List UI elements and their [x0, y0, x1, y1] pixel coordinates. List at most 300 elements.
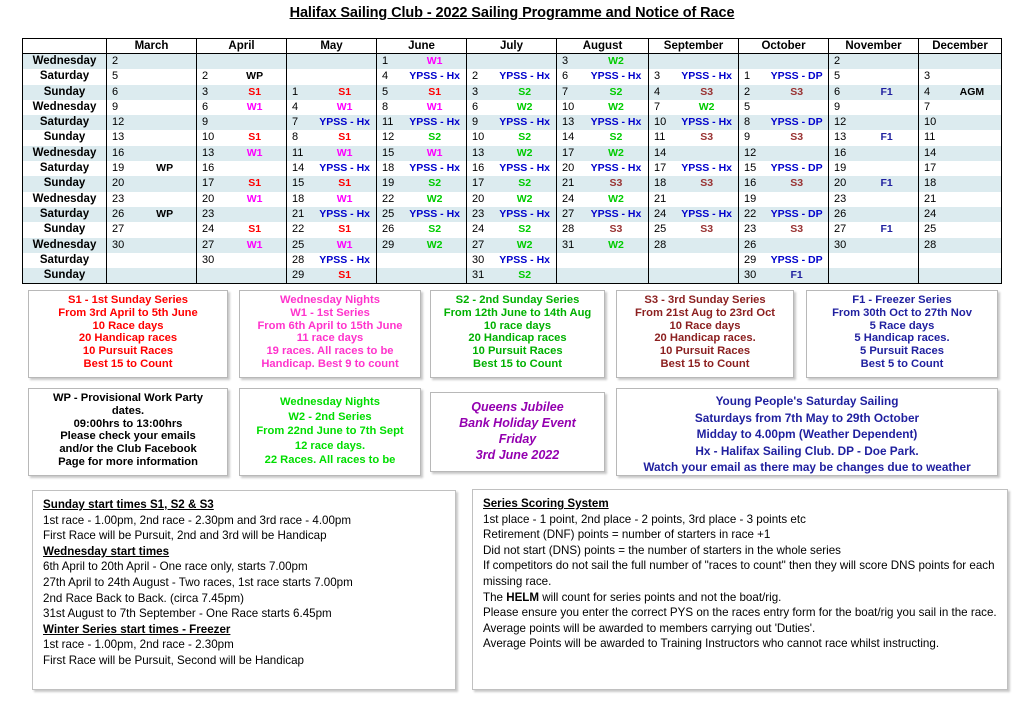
series-box-line: F1 - Freezer Series	[852, 294, 952, 306]
day-label-sunday: Sunday	[23, 130, 107, 145]
event-code: S3	[790, 177, 804, 190]
info-box-line: 12 race days.	[294, 439, 366, 452]
calendar-cell-may-2	[287, 69, 377, 84]
event-code: S1	[338, 269, 352, 282]
calendar-cell-december-15	[919, 268, 1002, 284]
calendar-cell-may-3	[287, 85, 377, 100]
event-code: W1	[246, 238, 263, 251]
date-number: 24	[562, 192, 575, 205]
event-code: S1	[248, 131, 262, 144]
date-number: 18	[292, 192, 305, 205]
date-number: 27	[834, 223, 847, 236]
date-number: 19	[382, 177, 395, 190]
calendar-cell-november-6	[829, 130, 919, 145]
event-code: W1	[336, 192, 353, 205]
series-box-line: Best 15 to Count	[660, 357, 750, 370]
date-number: 19	[744, 192, 757, 205]
series-box-line: 10 Pursuit Races	[472, 345, 563, 358]
calendar-cell-november-12	[829, 222, 919, 237]
calendar-cell-march-6	[107, 130, 197, 145]
calendar-cell-april-14	[197, 253, 287, 268]
info-box-line: Wednesday Nights	[280, 396, 380, 408]
date-number: 24	[472, 223, 485, 236]
date-number: 6	[472, 100, 479, 113]
date-number: 21	[292, 207, 305, 220]
series-box-line: 10 Pursuit Races	[659, 345, 751, 358]
info-box-line: Watch your email as there may be changes due to weather	[643, 460, 971, 474]
calendar-cell-august-13	[557, 238, 649, 253]
calendar-cell-september-9	[649, 176, 739, 191]
event-code: W2	[608, 238, 624, 251]
date-number: 26	[834, 207, 847, 220]
info-box-line: WP - Provisional Work Party	[52, 392, 204, 404]
calendar-cell-march-10	[107, 192, 197, 207]
event-code: S3	[700, 177, 714, 190]
day-label-wednesday: Wednesday	[23, 238, 107, 253]
day-label-wednesday: Wednesday	[23, 54, 107, 70]
start-times-panel	[32, 490, 456, 690]
date-number: 15	[382, 146, 395, 159]
series-box-line: 10 Pursuit Races	[82, 345, 174, 358]
event-code: YPSS - DP	[770, 70, 823, 83]
calendar-cell-august-15	[557, 268, 649, 284]
start-times-line: First Race will be Pursuit, 2nd and 3rd will be Handicap	[43, 529, 327, 543]
date-number: 29	[382, 238, 395, 251]
calendar-cell-april-12	[197, 222, 287, 237]
calendar-row	[23, 176, 1002, 191]
event-code: YPSS - Hx	[409, 162, 460, 175]
date-number: 20	[112, 177, 125, 190]
event-code: YPSS - Hx	[409, 70, 460, 83]
calendar-cell-july-4	[467, 100, 557, 115]
calendar-cell-june-10	[377, 192, 467, 207]
date-number: 10	[202, 131, 215, 144]
event-code: YPSS - Hx	[681, 116, 732, 129]
date-number: 16	[202, 162, 215, 175]
info-box-wednesday-w2	[239, 388, 421, 476]
event-code: WP	[156, 162, 174, 175]
calendar-cell-december-6	[919, 130, 1002, 145]
calendar-row	[23, 238, 1002, 253]
date-number: 3	[472, 85, 479, 98]
event-code: S2	[609, 85, 623, 98]
calendar-row	[23, 207, 1002, 222]
event-code: W2	[516, 192, 533, 205]
calendar-row	[23, 161, 1002, 176]
month-header-december: December	[919, 39, 1002, 54]
start-times-heading: Wednesday start times	[43, 544, 170, 558]
event-code: YPSS - Hx	[499, 253, 550, 266]
calendar-cell-march-14	[107, 253, 197, 268]
calendar-cell-march-13	[107, 238, 197, 253]
calendar-cell-august-2	[557, 69, 649, 84]
start-times-heading: Winter Series start times - Freezer	[43, 622, 231, 636]
scoring-line: Did not start (DNS) points = the number of starters in the whole series	[483, 543, 841, 557]
calendar-cell-december-13	[919, 238, 1002, 253]
date-number: 10	[562, 100, 575, 113]
date-number: 2	[744, 85, 751, 98]
calendar-cell-december-10	[919, 192, 1002, 207]
event-code: W2	[608, 100, 624, 113]
date-number: 24	[924, 207, 937, 220]
month-header-april: April	[197, 39, 287, 54]
calendar-cell-july-13	[467, 238, 557, 253]
date-number: 26	[112, 207, 125, 220]
scoring-line: Retirement (DNF) points = number of starters in race +1	[483, 528, 771, 542]
series-box-line: 10 Race days	[669, 319, 741, 332]
event-code: S3	[790, 85, 804, 98]
calendar-cell-october-12	[739, 222, 829, 237]
series-box-line: 20 Handicap races	[468, 332, 567, 345]
calendar-cell-august-14	[557, 253, 649, 268]
calendar-cell-october-1	[739, 54, 829, 70]
date-number: 27	[562, 207, 575, 220]
calendar-cell-june-12	[377, 222, 467, 237]
day-label-sunday: Sunday	[23, 176, 107, 191]
series-box-s1	[28, 290, 228, 378]
info-box-line: dates.	[111, 404, 145, 417]
info-box-young-peoples-sailing	[616, 388, 998, 476]
series-box-line: S3 - 3rd Sunday Series	[644, 294, 766, 306]
calendar-cell-august-4	[557, 100, 649, 115]
calendar-cell-march-7	[107, 146, 197, 161]
event-code: W1	[246, 100, 263, 113]
series-box-line: 5 Pursuit Races	[860, 345, 944, 358]
calendar-cell-april-2	[197, 69, 287, 84]
scoring-line: The HELM will count for series points and not the boat/rig.	[483, 590, 782, 604]
calendar-cell-april-13	[197, 238, 287, 253]
start-times-line: 1st race - 1.00pm, 2nd race - 2.30pm	[43, 638, 234, 652]
calendar-cell-october-11	[739, 207, 829, 222]
date-number: 2	[202, 70, 209, 83]
calendar-cell-december-3	[919, 85, 1002, 100]
calendar-cell-october-3	[739, 85, 829, 100]
calendar-cell-december-5	[919, 115, 1002, 130]
event-code: YPSS - Hx	[499, 116, 550, 129]
calendar-cell-october-10	[739, 192, 829, 207]
calendar-cell-june-4	[377, 100, 467, 115]
date-number: 16	[472, 162, 485, 175]
info-box-line: Saturdays from 7th May to 29th October	[694, 410, 920, 425]
calendar-cell-june-11	[377, 207, 467, 222]
calendar-cell-december-7	[919, 146, 1002, 161]
calendar-cell-september-10	[649, 192, 739, 207]
date-number: 11	[654, 131, 666, 144]
calendar-cell-august-5	[557, 115, 649, 130]
date-number: 24	[654, 207, 667, 220]
event-code: W2	[516, 238, 533, 251]
start-times-line: 6th April to 20th April - One race only, starts 7.00pm	[43, 560, 308, 574]
calendar-corner-cell	[23, 39, 107, 54]
calendar-cell-september-8	[649, 161, 739, 176]
series-scoring-panel	[472, 489, 1008, 690]
calendar-cell-may-14	[287, 253, 377, 268]
calendar-cell-september-6	[649, 130, 739, 145]
date-number: 25	[382, 207, 395, 220]
calendar-row	[23, 85, 1002, 100]
event-code: YPSS - DP	[770, 207, 823, 220]
calendar-cell-july-7	[467, 146, 557, 161]
info-box-line: and/or the Club Facebook	[59, 443, 197, 456]
date-number: 8	[292, 131, 299, 144]
calendar-cell-october-2	[739, 69, 829, 84]
series-box-line: From 21st Aug to 23rd Oct	[634, 306, 776, 319]
event-code: W1	[336, 146, 353, 159]
event-code: YPSS - DP	[770, 253, 823, 266]
scoring-heading: Series Scoring System	[483, 497, 609, 510]
calendar-cell-july-10	[467, 192, 557, 207]
calendar-cell-november-8	[829, 161, 919, 176]
calendar-cell-june-2	[377, 69, 467, 84]
date-number: 1	[744, 70, 751, 83]
event-code: S1	[338, 85, 352, 98]
date-number: 2	[472, 70, 479, 83]
info-box-line: Friday	[498, 432, 537, 446]
date-number: 23	[744, 223, 757, 236]
calendar-cell-may-11	[287, 207, 377, 222]
date-number: 5	[834, 70, 841, 83]
date-number: 15	[744, 162, 757, 175]
day-label-wednesday: Wednesday	[23, 100, 107, 115]
calendar-cell-april-1	[197, 54, 287, 70]
date-number: 2	[112, 55, 119, 67]
calendar-cell-july-9	[467, 176, 557, 191]
calendar-cell-november-5	[829, 115, 919, 130]
start-times-line: 1st race - 1.00pm, 2nd race - 2.30pm and 3rd race - 4.00pm	[43, 513, 352, 527]
calendar-cell-may-8	[287, 161, 377, 176]
date-number: 23	[472, 207, 485, 220]
calendar-cell-june-13	[377, 238, 467, 253]
info-box-line: Please check your emails	[60, 430, 196, 443]
calendar-cell-september-4	[649, 100, 739, 115]
calendar-cell-july-3	[467, 85, 557, 100]
date-number: 27	[112, 223, 125, 236]
calendar-cell-september-11	[649, 207, 739, 222]
event-code: W1	[426, 100, 443, 113]
calendar-cell-june-14	[377, 253, 467, 268]
event-code: S3	[609, 223, 623, 236]
event-code: YPSS - Hx	[590, 70, 642, 83]
calendar-cell-may-1	[287, 54, 377, 70]
event-code: W2	[608, 146, 624, 159]
date-number: 29	[744, 253, 757, 266]
date-number: 30	[834, 238, 847, 251]
series-box-line: 19 races. All races to be	[266, 345, 394, 358]
event-code: YPSS - Hx	[319, 207, 370, 220]
date-number: 13	[562, 116, 575, 129]
event-code: S3	[700, 223, 714, 236]
event-code: W2	[426, 238, 443, 251]
date-number: 23	[834, 192, 847, 205]
calendar-cell-july-11	[467, 207, 557, 222]
event-code: S2	[518, 223, 532, 236]
calendar-cell-june-7	[377, 146, 467, 161]
series-box-line: W1 - 1st Series	[290, 306, 370, 319]
info-box-line: From 22nd June to 7th Sept	[256, 425, 404, 438]
calendar-row	[23, 253, 1002, 268]
date-number: 27	[202, 238, 215, 251]
event-code: F1	[880, 85, 893, 98]
calendar-cell-april-7	[197, 146, 287, 161]
calendar-cell-september-1	[649, 54, 739, 70]
date-number: 11	[382, 116, 394, 129]
series-box-line: From 12th June to 14th Aug	[443, 306, 592, 319]
calendar-cell-may-12	[287, 222, 377, 237]
calendar-cell-november-13	[829, 238, 919, 253]
event-code: S2	[428, 223, 442, 236]
event-code: YPSS - Hx	[681, 70, 732, 83]
series-box-s3	[616, 290, 794, 378]
series-box-line: 10 race days	[483, 319, 552, 332]
event-code: W1	[246, 192, 263, 205]
calendar-body	[23, 54, 1002, 284]
calendar-cell-november-15	[829, 268, 919, 284]
calendar-cell-december-4	[919, 100, 1002, 115]
day-label-wednesday: Wednesday	[23, 146, 107, 161]
calendar-cell-december-12	[919, 222, 1002, 237]
calendar-cell-november-4	[829, 100, 919, 115]
series-box-line: From 3rd April to 5th June	[58, 306, 198, 319]
date-number: 12	[834, 116, 847, 129]
event-code: F1	[880, 131, 893, 144]
calendar-cell-april-6	[197, 130, 287, 145]
date-number: 4	[382, 70, 389, 83]
calendar-cell-august-10	[557, 192, 649, 207]
calendar-cell-august-8	[557, 161, 649, 176]
date-number: 24	[202, 223, 215, 236]
event-code: WP	[156, 207, 174, 220]
calendar-cell-december-9	[919, 176, 1002, 191]
date-number: 17	[924, 162, 937, 175]
calendar-header-row	[23, 39, 1002, 54]
calendar-cell-september-15	[649, 268, 739, 284]
calendar-cell-april-15	[197, 268, 287, 284]
date-number: 5	[112, 70, 119, 83]
event-code: W2	[426, 192, 443, 205]
event-code: YPSS - DP	[770, 116, 823, 129]
event-code: S2	[518, 85, 532, 98]
event-code: S3	[790, 223, 804, 236]
date-number: 3	[654, 70, 661, 83]
event-code: S3	[700, 131, 714, 144]
calendar-cell-august-7	[557, 146, 649, 161]
date-number: 6	[834, 85, 841, 98]
calendar-cell-july-15	[467, 268, 557, 284]
calendar-cell-october-9	[739, 176, 829, 191]
calendar-cell-august-12	[557, 222, 649, 237]
calendar-row	[23, 146, 1002, 161]
calendar-cell-december-2	[919, 69, 1002, 84]
info-box-line: Young People's Saturday Sailing	[715, 394, 899, 408]
calendar-cell-march-4	[107, 100, 197, 115]
series-box-line: 20 Handicap races	[78, 332, 178, 345]
series-box-wednesday	[239, 290, 421, 378]
event-code: YPSS - DP	[770, 162, 823, 175]
calendar-cell-march-5	[107, 115, 197, 130]
date-number: 28	[292, 253, 305, 266]
date-number: 21	[562, 177, 575, 190]
calendar-cell-august-3	[557, 85, 649, 100]
date-number: 14	[562, 131, 575, 144]
scoring-line: 1st place - 1 point, 2nd place - 2 points, 3rd place - 3 points etc	[483, 512, 806, 526]
event-code: S2	[518, 269, 532, 282]
info-box-line: Midday to 4.00pm (Weather Dependent)	[696, 427, 918, 441]
calendar-row	[23, 54, 1002, 70]
day-label-saturday: Saturday	[23, 115, 107, 130]
calendar-cell-june-6	[377, 130, 467, 145]
date-number: 12	[744, 146, 757, 159]
info-box-line: Page for more information	[58, 455, 198, 468]
calendar-cell-november-2	[829, 69, 919, 84]
date-number: 17	[472, 177, 485, 190]
event-code: WP	[246, 70, 264, 83]
date-number: 27	[472, 238, 485, 251]
event-code: W1	[246, 146, 263, 159]
info-box-line: Bank Holiday Event	[459, 416, 576, 430]
calendar-cell-july-5	[467, 115, 557, 130]
calendar-cell-september-13	[649, 238, 739, 253]
date-number: 10	[654, 116, 667, 129]
calendar-cell-may-6	[287, 130, 377, 145]
event-code: YPSS - Hx	[409, 116, 460, 129]
event-code: S1	[248, 223, 262, 236]
calendar-cell-july-14	[467, 253, 557, 268]
scoring-line: Average points will be awarded to members carrying out 'Duties'.	[483, 621, 816, 635]
calendar-cell-september-2	[649, 69, 739, 84]
date-number: 17	[202, 177, 215, 190]
calendar-row	[23, 192, 1002, 207]
date-number: 28	[924, 238, 937, 251]
date-number: 15	[292, 177, 305, 190]
date-number: 30	[744, 269, 757, 282]
date-number: 9	[202, 116, 209, 129]
calendar-cell-september-12	[649, 222, 739, 237]
start-times-line: 27th April to 24th August - Two races, 1st race starts 7.00pm	[43, 575, 353, 589]
start-times-heading: Sunday start times S1, S2 & S3	[43, 498, 214, 511]
date-number: 21	[654, 192, 667, 205]
date-number: 2	[834, 55, 841, 67]
calendar-cell-april-5	[197, 115, 287, 130]
date-number: 3	[202, 85, 209, 98]
event-code: S2	[518, 177, 532, 190]
month-header-march: March	[107, 39, 197, 54]
event-code: W2	[516, 146, 533, 159]
series-box-line: 5 Race days	[869, 319, 935, 332]
calendar-cell-september-3	[649, 85, 739, 100]
calendar-container	[22, 38, 1002, 284]
calendar-cell-october-15	[739, 268, 829, 284]
calendar-cell-march-11	[107, 207, 197, 222]
info-box-line: 3rd June 2022	[475, 448, 560, 462]
calendar-cell-november-14	[829, 253, 919, 268]
month-header-november: November	[829, 39, 919, 54]
calendar-cell-july-8	[467, 161, 557, 176]
event-code: S1	[428, 85, 442, 98]
series-box-line: Best 15 to Count	[83, 357, 173, 370]
event-code: YPSS - Hx	[499, 207, 550, 220]
date-number: 17	[654, 162, 667, 175]
event-code: S2	[428, 177, 442, 190]
date-number: 7	[562, 85, 569, 98]
calendar-cell-april-11	[197, 207, 287, 222]
day-label-saturday: Saturday	[23, 253, 107, 268]
date-number: 4	[292, 100, 299, 113]
event-code: S1	[338, 131, 352, 144]
date-number: 5	[744, 100, 751, 113]
month-header-july: July	[467, 39, 557, 54]
event-code: S1	[248, 85, 262, 98]
date-number: 18	[924, 177, 937, 190]
